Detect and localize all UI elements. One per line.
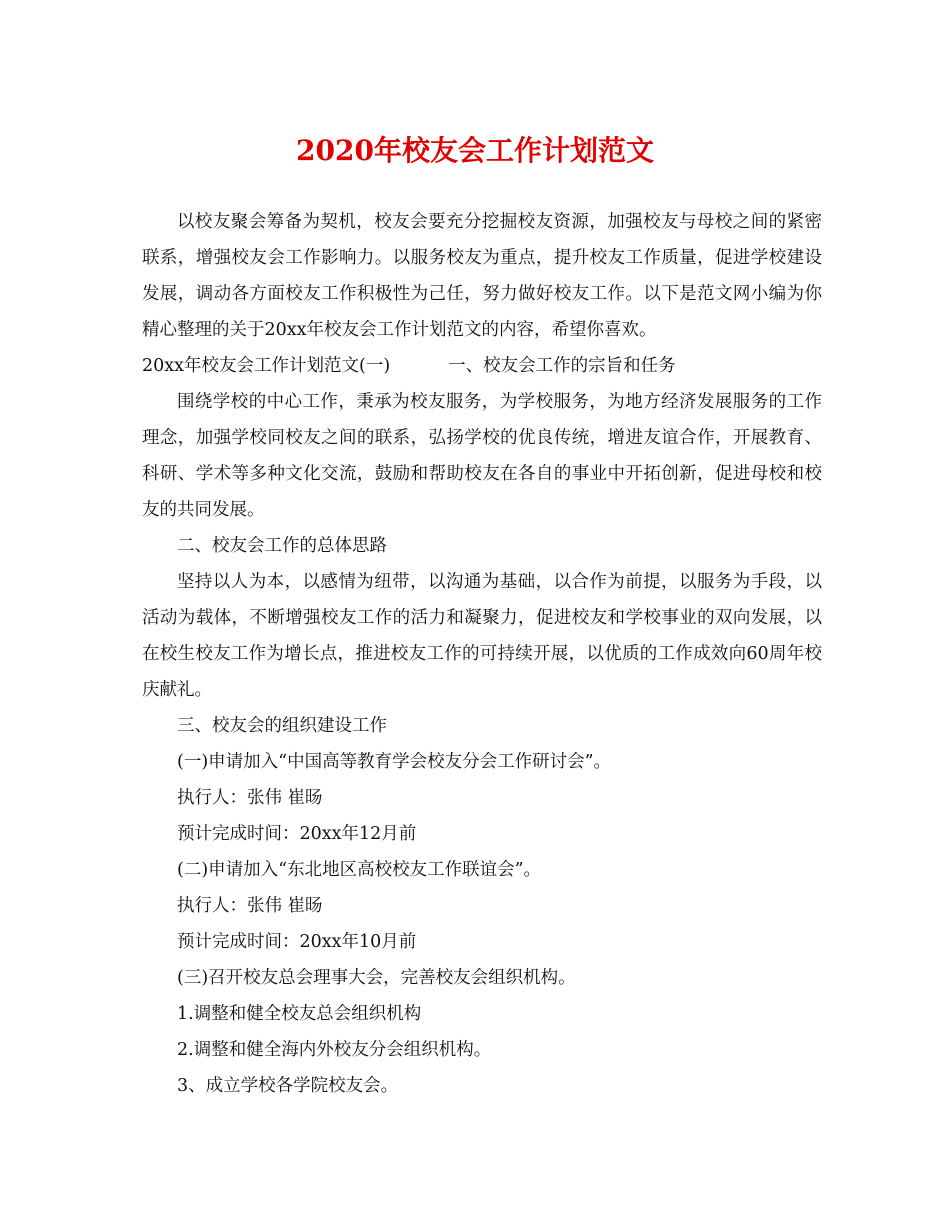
item-one: (一)申请加入“中国高等教育学会校友分会工作研讨会”。: [177, 752, 612, 772]
intro-paragraph: 以校友聚会筹备为契机，校友会要充分挖掘校友资源，加强校友与母校之间的紧密联系，增强校友会工作影响力。以服务校友为重点，提升校友工作质量，促进学校建设发展，调动各方面校友工作积极性为己任，努力做好校友工作。以下是范文网小编为你精心整理的关于20xx年校友会工作计划范文的内容，希望你喜欢。: [142, 212, 822, 340]
item-two-executor: 执行人：张伟 崔旸: [177, 896, 323, 916]
subtitle-part-1: 20xx年校友会工作计划范文(一): [142, 356, 391, 376]
document-body: [142, 204, 822, 1104]
item-two-deadline: 预计完成时间：20xx年10月前: [177, 932, 417, 952]
sub-item-three: 3、成立学校各学院校友会。: [177, 1076, 399, 1096]
approach-paragraph: 坚持以人为本，以感情为纽带，以沟通为基础，以合作为前提，以服务为手段，以活动为载体，不断增强校友工作的活力和凝聚力，促进校友和学校事业的双向发展，以在校生校友工作为增长点，推进校友工作的可持续开展，以优质的工作成效向60周年校庆献礼。: [142, 572, 822, 700]
heading-three: 三、校友会的组织建设工作: [177, 716, 387, 736]
purpose-paragraph: 围绕学校的中心工作，秉承为校友服务，为学校服务，为地方经济发展服务的工作理念，加强学校同校友之间的联系，弘扬学校的优良传统，增进友谊合作，开展教育、科研、学术等多种文化交流，鼓励和帮助校友在各自的事业中开拓创新，促进母校和校友的共同发展。: [142, 392, 822, 520]
subtitle-line: [142, 348, 822, 384]
item-one-deadline: 预计完成时间：20xx年12月前: [177, 824, 417, 844]
document-title: 2020年校友会工作计划范文: [296, 134, 654, 167]
sub-item-two: 2.调整和健全海内外校友分会组织机构。: [177, 1040, 492, 1060]
item-one-executor: 执行人：张伟 崔旸: [177, 788, 323, 808]
sub-item-one: 1.调整和健全校友总会组织机构: [177, 1004, 422, 1024]
heading-two: 二、校友会工作的总体思路: [177, 536, 387, 556]
subtitle-part-2: 一、校友会工作的宗旨和任务: [448, 356, 676, 376]
item-three: (三)召开校友总会理事大会，完善校友会组织机构。: [177, 968, 576, 988]
item-two: (二)申请加入“东北地区高校校友工作联谊会”。: [177, 860, 542, 880]
